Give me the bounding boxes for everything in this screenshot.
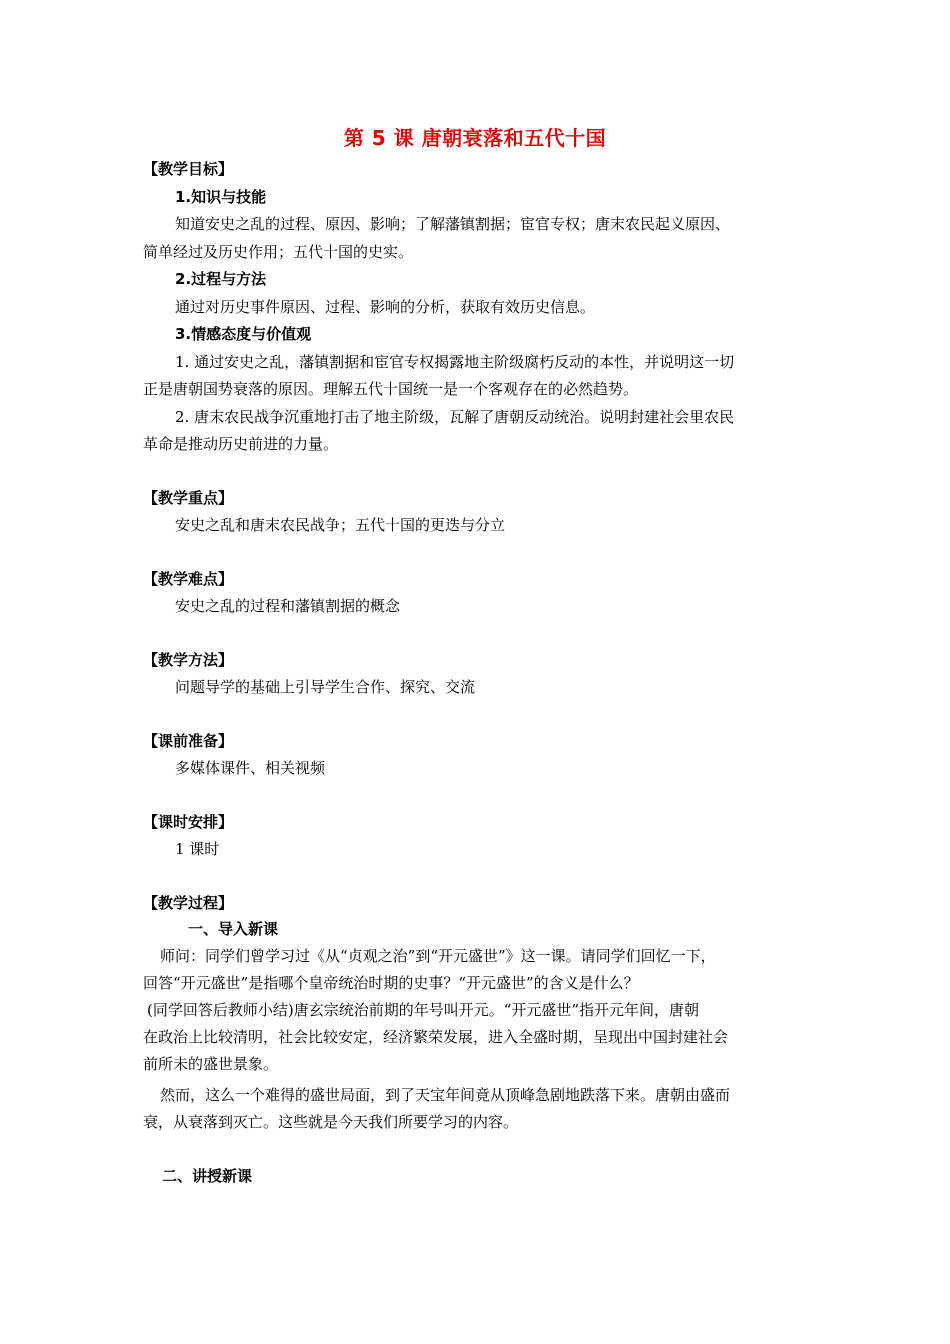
preparation-heading: 【课前准备】 <box>143 732 234 750</box>
intro-p2-line-3: 前所未的盛世景象。 <box>143 1055 279 1073</box>
key-points-text: 安史之乱和唐末农民战争；五代十国的更迭与分立 <box>175 516 506 534</box>
attitude-p1-line-2: 正是唐朝国势衰落的原因。理解五代十国统一是一个客观存在的必然趋势。 <box>143 380 639 398</box>
attitude-p1-line-1: 1. 通过安史之乱，藩镇割据和宦官专权揭露地主阶级腐朽反动的本性，并说明这一切 <box>175 353 735 371</box>
knowledge-line-1: 知道安史之乱的过程、原因、影响；了解藩镇割据；宦官专权；唐末农民起义原因、 <box>175 215 731 233</box>
intro-p3-line-1: 然而，这么一个难得的盛世局面，到了天宝年间竟从顶峰急剧地跌落下来。唐朝由盛而 <box>160 1086 731 1104</box>
intro-p2-line-1: (同学回答后教师小结)唐玄宗统治前期的年号叫开元。“开元盛世”指开元年间，唐朝 <box>147 1001 700 1019</box>
intro-p1-line-1: 师问：同学们曾学习过《从“贞观之治”到“开元盛世”》这一课。请同学们回忆一下， <box>160 947 716 965</box>
process-method-line-1: 通过对历史事件原因、过程、影响的分析，获取有效历史信息。 <box>175 298 596 316</box>
intro-p1-line-2: 回答“开元盛世”是指哪个皇帝统治时期的史事？“开元盛世”的含义是什么？ <box>143 974 639 992</box>
schedule-text: 1 课时 <box>175 840 220 858</box>
intro-heading: 一、导入新课 <box>188 920 279 938</box>
schedule-heading: 【课时安排】 <box>143 813 234 831</box>
difficulties-heading: 【教学难点】 <box>143 570 234 588</box>
preparation-text: 多媒体课件、相关视频 <box>175 759 326 777</box>
lesson-title: 第 5 课 唐朝衰落和五代十国 <box>343 126 607 150</box>
process-method-heading: 2.过程与方法 <box>175 270 267 288</box>
process-heading: 【教学过程】 <box>143 894 234 912</box>
knowledge-line-2: 简单经过及历史作用；五代十国的史实。 <box>143 243 414 261</box>
difficulties-text: 安史之乱的过程和藩镇割据的概念 <box>175 597 401 615</box>
key-points-heading: 【教学重点】 <box>143 489 234 507</box>
objectives-heading: 【教学目标】 <box>143 160 234 178</box>
knowledge-heading: 1.知识与技能 <box>175 188 267 206</box>
attitude-heading: 3.情感态度与价值观 <box>175 325 312 343</box>
methods-heading: 【教学方法】 <box>143 651 234 669</box>
attitude-p2-line-2: 革命是推动历史前进的力量。 <box>143 435 339 453</box>
intro-p2-line-2: 在政治上比较清明，社会比较安定，经济繁荣发展，进入全盛时期，呈现出中国封建社会 <box>143 1028 729 1046</box>
intro-p3-line-2: 衰，从衰落到灭亡。这些就是今天我们所要学习的内容。 <box>143 1113 519 1131</box>
methods-text: 问题导学的基础上引导学生合作、探究、交流 <box>175 678 476 696</box>
attitude-p2-line-1: 2. 唐末农民战争沉重地打击了地主阶级，瓦解了唐朝反动统治。说明封建社会里农民 <box>175 408 735 426</box>
new-lesson-heading: 二、讲授新课 <box>162 1167 253 1185</box>
